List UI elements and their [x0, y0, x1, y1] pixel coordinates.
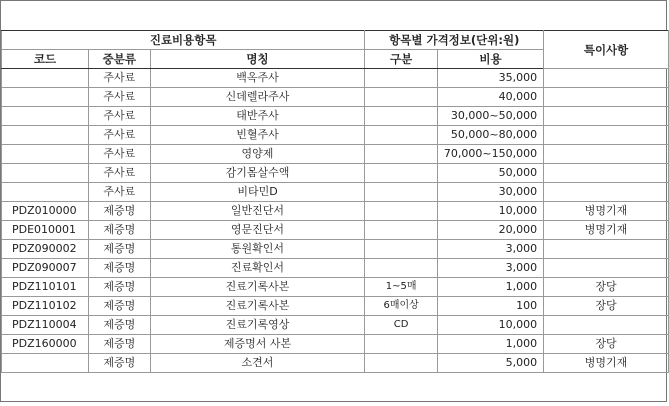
cell-cost: 10,000: [437, 316, 543, 335]
table-row: [2, 183, 669, 202]
header-group-price: 항목별 가격정보(단위:원): [365, 31, 544, 50]
cell-note: [544, 316, 669, 335]
cell-cost: 10,000: [437, 202, 543, 221]
cell-code: PDZ010000: [2, 202, 89, 221]
cell-name: 태반주사: [150, 107, 365, 126]
table-row: [2, 69, 669, 88]
cell-category: 주사료: [88, 164, 150, 183]
cell-code: [2, 69, 89, 88]
cell-note: 병명기재: [544, 221, 669, 240]
table-row: [2, 126, 669, 145]
cell-name: 일반진단서: [150, 202, 365, 221]
cell-category: 주사료: [88, 107, 150, 126]
table-row: [2, 221, 669, 240]
cell-code: PDZ110101: [2, 278, 89, 297]
cell-name: 진료기록사본: [150, 278, 365, 297]
cell-type: [365, 221, 438, 240]
cell-name: 진료확인서: [150, 259, 365, 278]
cell-code: [2, 126, 89, 145]
header-row-group: [2, 31, 669, 50]
cell-cost: 30,000~50,000: [437, 107, 543, 126]
cell-type: CD: [365, 316, 438, 335]
cell-note: [544, 164, 669, 183]
table-body: [2, 69, 669, 373]
cell-category: 주사료: [88, 145, 150, 164]
cell-note: [544, 259, 669, 278]
cell-cost: 3,000: [437, 259, 543, 278]
cell-type: [365, 259, 438, 278]
cell-name: 통원확인서: [150, 240, 365, 259]
cell-cost: 5,000: [437, 354, 543, 373]
cell-note: 장당: [544, 297, 669, 316]
cell-note: 병명기재: [544, 202, 669, 221]
cell-cost: 30,000: [437, 183, 543, 202]
table-row: [2, 297, 669, 316]
cell-cost: 40,000: [437, 88, 543, 107]
header-code: 코드: [2, 50, 89, 69]
cell-category: 주사료: [88, 88, 150, 107]
cell-note: 장당: [544, 335, 669, 354]
cell-code: PDZ090007: [2, 259, 89, 278]
cell-code: PDZ110004: [2, 316, 89, 335]
cell-name: 신데렐라주사: [150, 88, 365, 107]
cell-type: [365, 126, 438, 145]
header-cost: 비용: [437, 50, 543, 69]
header-group-items: 진료비용항목: [2, 31, 365, 50]
cell-category: 제증명: [88, 221, 150, 240]
table-row: [2, 278, 669, 297]
cell-code: PDZ110102: [2, 297, 89, 316]
cell-category: 주사료: [88, 183, 150, 202]
cell-note: [544, 183, 669, 202]
table-row: [2, 88, 669, 107]
cell-name: 백옥주사: [150, 69, 365, 88]
cell-type: 1~5매: [365, 278, 438, 297]
cell-category: 제증명: [88, 259, 150, 278]
table-row: [2, 259, 669, 278]
cell-category: 제증명: [88, 335, 150, 354]
cell-category: 제증명: [88, 354, 150, 373]
cell-note: [544, 126, 669, 145]
cell-type: [365, 145, 438, 164]
cell-type: [365, 354, 438, 373]
cell-note: [544, 69, 669, 88]
cell-code: PDE010001: [2, 221, 89, 240]
cell-cost: 20,000: [437, 221, 543, 240]
table-row: [2, 107, 669, 126]
cell-category: 주사료: [88, 126, 150, 145]
cell-category: 제증명: [88, 202, 150, 221]
table-row: [2, 354, 669, 373]
cell-type: [365, 69, 438, 88]
cell-code: [2, 183, 89, 202]
cell-category: 제증명: [88, 316, 150, 335]
header-type: 구분: [365, 50, 438, 69]
cell-name: 영양제: [150, 145, 365, 164]
table-row: [2, 240, 669, 259]
cell-cost: 100: [437, 297, 543, 316]
cell-category: 제증명: [88, 240, 150, 259]
cell-code: PDZ160000: [2, 335, 89, 354]
cell-note: [544, 240, 669, 259]
cell-code: [2, 107, 89, 126]
cell-name: 진료기록영상: [150, 316, 365, 335]
cell-code: [2, 145, 89, 164]
cell-name: 빈혈주사: [150, 126, 365, 145]
cell-type: [365, 88, 438, 107]
cell-note: [544, 88, 669, 107]
cell-note: 장당: [544, 278, 669, 297]
table-row: [2, 145, 669, 164]
cell-name: 소견서: [150, 354, 365, 373]
cell-code: PDZ090002: [2, 240, 89, 259]
header-remarks: 특이사항: [544, 31, 669, 69]
cell-name: 진료기록사본: [150, 297, 365, 316]
cell-type: 6매이상: [365, 297, 438, 316]
header-name: 명칭: [150, 50, 365, 69]
cell-code: [2, 88, 89, 107]
cell-note: [544, 145, 669, 164]
cell-type: [365, 164, 438, 183]
cell-category: 제증명: [88, 278, 150, 297]
cell-category: 주사료: [88, 69, 150, 88]
cell-note: 병명기재: [544, 354, 669, 373]
cell-cost: 50,000: [437, 164, 543, 183]
cell-code: [2, 164, 89, 183]
cell-name: 영문진단서: [150, 221, 365, 240]
table-row: [2, 316, 669, 335]
cell-cost: 3,000: [437, 240, 543, 259]
cell-category: 제증명: [88, 297, 150, 316]
cell-name: 감기몸살수액: [150, 164, 365, 183]
cell-cost: 35,000: [437, 69, 543, 88]
cell-note: [544, 107, 669, 126]
cell-type: [365, 240, 438, 259]
table-row: [2, 164, 669, 183]
header-category: 중분류: [88, 50, 150, 69]
cell-cost: 50,000~80,000: [437, 126, 543, 145]
cell-type: [365, 202, 438, 221]
table-row: [2, 335, 669, 354]
cell-type: [365, 335, 438, 354]
cell-name: 제증명서 사본: [150, 335, 365, 354]
cell-cost: 70,000~150,000: [437, 145, 543, 164]
cell-cost: 1,000: [437, 335, 543, 354]
cell-name: 비타민D: [150, 183, 365, 202]
cell-type: [365, 183, 438, 202]
cell-code: [2, 354, 89, 373]
cell-type: [365, 107, 438, 126]
table-row: [2, 202, 669, 221]
price-table: [1, 30, 669, 373]
cell-cost: 1,000: [437, 278, 543, 297]
